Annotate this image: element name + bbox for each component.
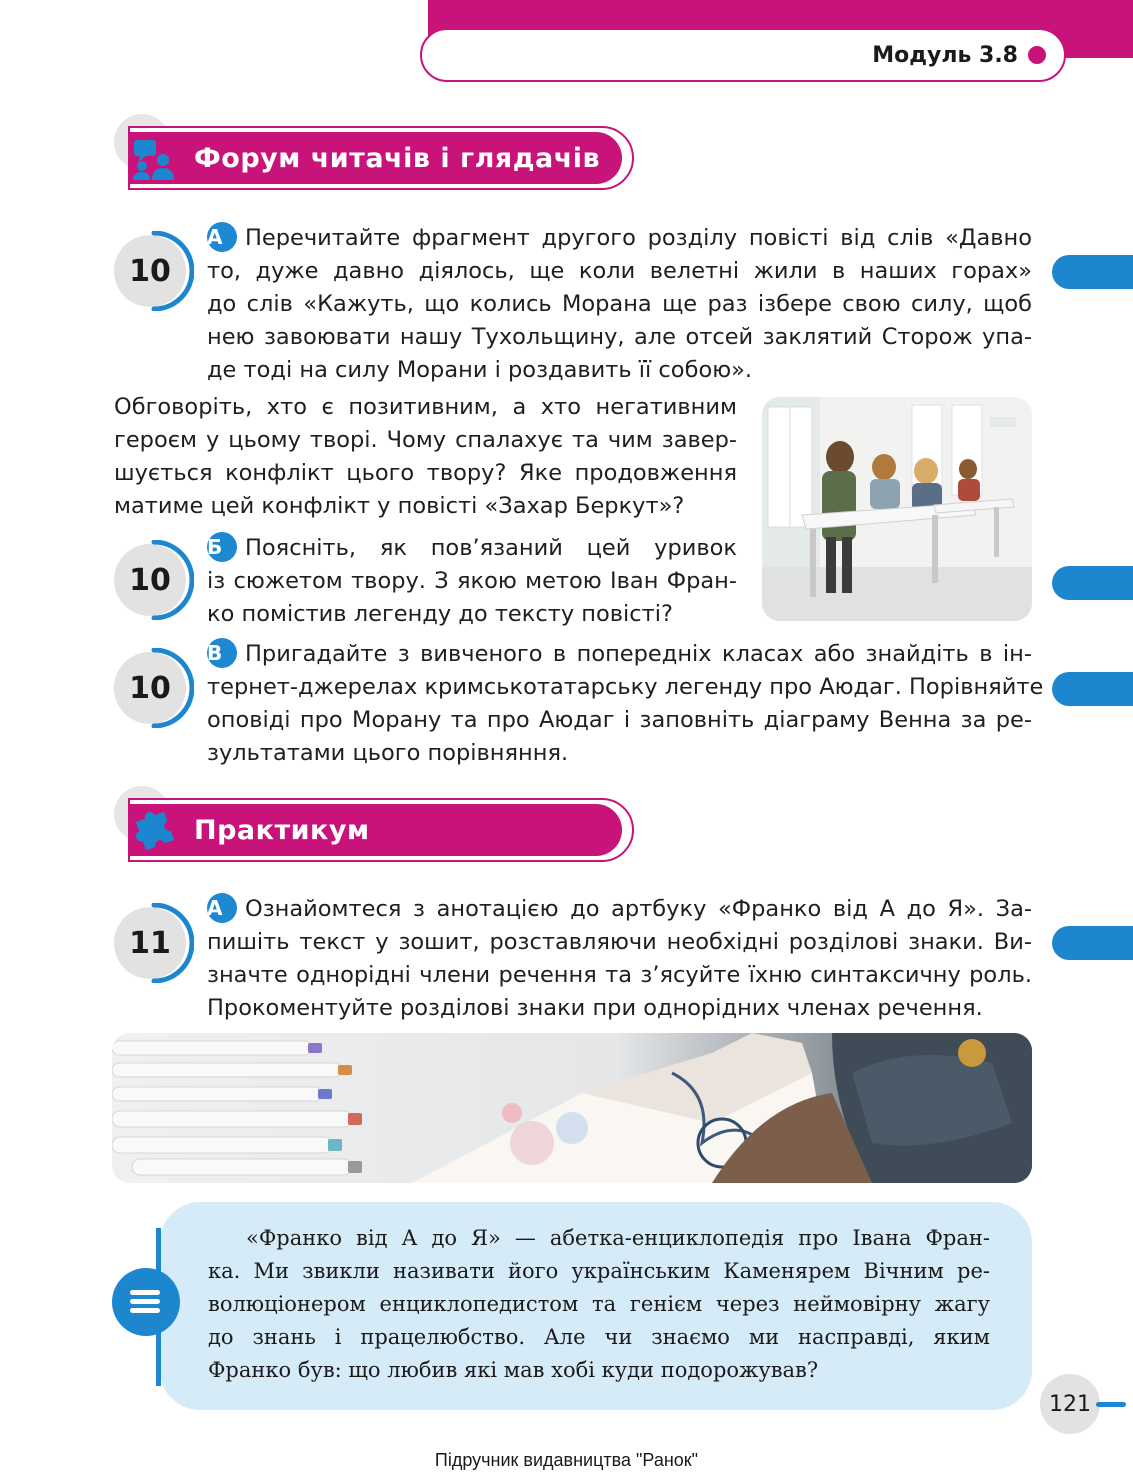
task-number: 10 — [129, 253, 171, 289]
text-line: Обговоріть, хто є позитивним, а хто негативним — [114, 394, 737, 420]
text-line: Перечитайте фрагмент другого розділу повісті від слів «Давно — [245, 225, 1032, 251]
text-line: Прокоментуйте розділові знаки при однорідних членах речення. — [207, 995, 983, 1021]
task-badge: Б — [207, 532, 237, 562]
text-line: до слів «Кажуть, що колись Морана ще раз ізбере свою силу, щоб — [207, 291, 1032, 317]
task-10a-continuation — [114, 391, 737, 523]
task-10v-text — [207, 638, 1044, 770]
page-number — [1040, 1374, 1133, 1434]
text-line: Пригадайте з вивченого в попередніх класах або знайдіть в ін- — [245, 641, 1032, 667]
icon-bar — [130, 1290, 160, 1295]
publisher-footer: Підручник видавництва "Ранок" — [434, 1450, 699, 1470]
module-pill — [420, 28, 1066, 82]
text-line: нею завоювати нашу Тухольщину, але отсей заклятий Сторож упа- — [207, 324, 1032, 350]
text-line — [207, 893, 1032, 926]
text-line — [207, 222, 1032, 255]
page-number-circle: 121 — [1040, 1374, 1100, 1434]
text-line: оповіді про Морану та про Аюдаг і заповніть діаграму Венна за ре- — [207, 707, 1032, 733]
task-number-11a — [114, 903, 192, 983]
text-line: то, дуже давно діялось, ще коли велетні жили в наших горах» — [207, 258, 1032, 284]
text-line: матиме цей конфлікт у повісті «Захар Беркут»? — [114, 493, 685, 519]
icon-bar — [130, 1299, 160, 1304]
text-line: де тоді на силу Морани і роздавить її собою». — [207, 357, 753, 383]
text-line: волюціонером енциклопедистом та генієм через неймовірну жагу — [208, 1292, 990, 1316]
task-number-10b — [114, 540, 192, 620]
module-dot — [1028, 46, 1046, 64]
text-line: героєм у цьому творі. Чому спалахує та чим завер- — [114, 427, 737, 453]
text-line: тернет-джерелах кримськотатарську легенду про Аюдаг. Порівняйте — [207, 674, 1044, 700]
text-line: значте однорідні члени речення та з’ясуйте їхню синтаксичну роль. — [207, 962, 1032, 988]
side-tab — [1052, 926, 1133, 960]
section-title: Практикум — [128, 804, 622, 856]
text-line: «Франко від А до Я» — абетка-енциклопедія про Івана Фран- — [246, 1226, 990, 1250]
section-header-practicum — [112, 786, 642, 866]
module-label: Модуль 3.8 — [872, 42, 1018, 68]
text-line: зультатами цього порівняння. — [207, 740, 569, 766]
page-number-line — [1096, 1402, 1126, 1407]
classroom-photo — [762, 397, 1032, 621]
artbook-photo — [112, 1033, 1032, 1183]
task-number-10v — [114, 648, 192, 728]
task-number: 11 — [129, 925, 171, 961]
side-tab — [1052, 566, 1133, 600]
annotation-text — [208, 1222, 990, 1387]
text-line — [207, 638, 1032, 671]
task-number-10a — [114, 231, 192, 311]
task-badge: А — [207, 893, 237, 923]
section-header-forum — [112, 114, 642, 194]
text-line: ко помістив легенду до тексту повісті? — [207, 601, 673, 627]
text-lines-icon — [112, 1268, 180, 1336]
section-title: Форум читачів і глядачів — [128, 132, 622, 184]
text-line: до знань і працелюбство. Але чи знаємо ми насправді, яким — [208, 1325, 990, 1349]
task-number: 10 — [129, 670, 171, 706]
side-tab — [1052, 255, 1133, 289]
task-10a-text — [207, 222, 1032, 387]
text-line: із сюжетом твору. З якою метою Іван Фран- — [207, 568, 737, 594]
text-line: шується конфлікт цього твору? Яке продовження — [114, 460, 737, 486]
text-line: Ознайомтеся з анотацією до артбуку «Франко від А до Я». За- — [245, 896, 1032, 922]
task-11a-text — [207, 893, 1032, 1025]
side-tab — [1052, 672, 1133, 706]
text-line: Поясніть, як пов’язаний цей уривок — [245, 535, 737, 561]
task-10b-text — [207, 532, 737, 631]
icon-bar — [130, 1308, 160, 1313]
text-line: пишіть текст у зошит, розставляючи необхідні розділові знаки. Ви- — [207, 929, 1032, 955]
text-line: ка. Ми звикли називати його українським Каменярем Вічним ре- — [208, 1259, 990, 1283]
readers-forum-icon — [130, 134, 180, 182]
task-number: 10 — [129, 562, 171, 598]
text-line — [207, 532, 737, 565]
puzzle-icon — [130, 806, 180, 854]
task-badge: В — [207, 638, 237, 668]
task-badge: А — [207, 222, 237, 252]
text-line: Франко був: що любив які мав хобі куди подорожував? — [208, 1358, 819, 1382]
